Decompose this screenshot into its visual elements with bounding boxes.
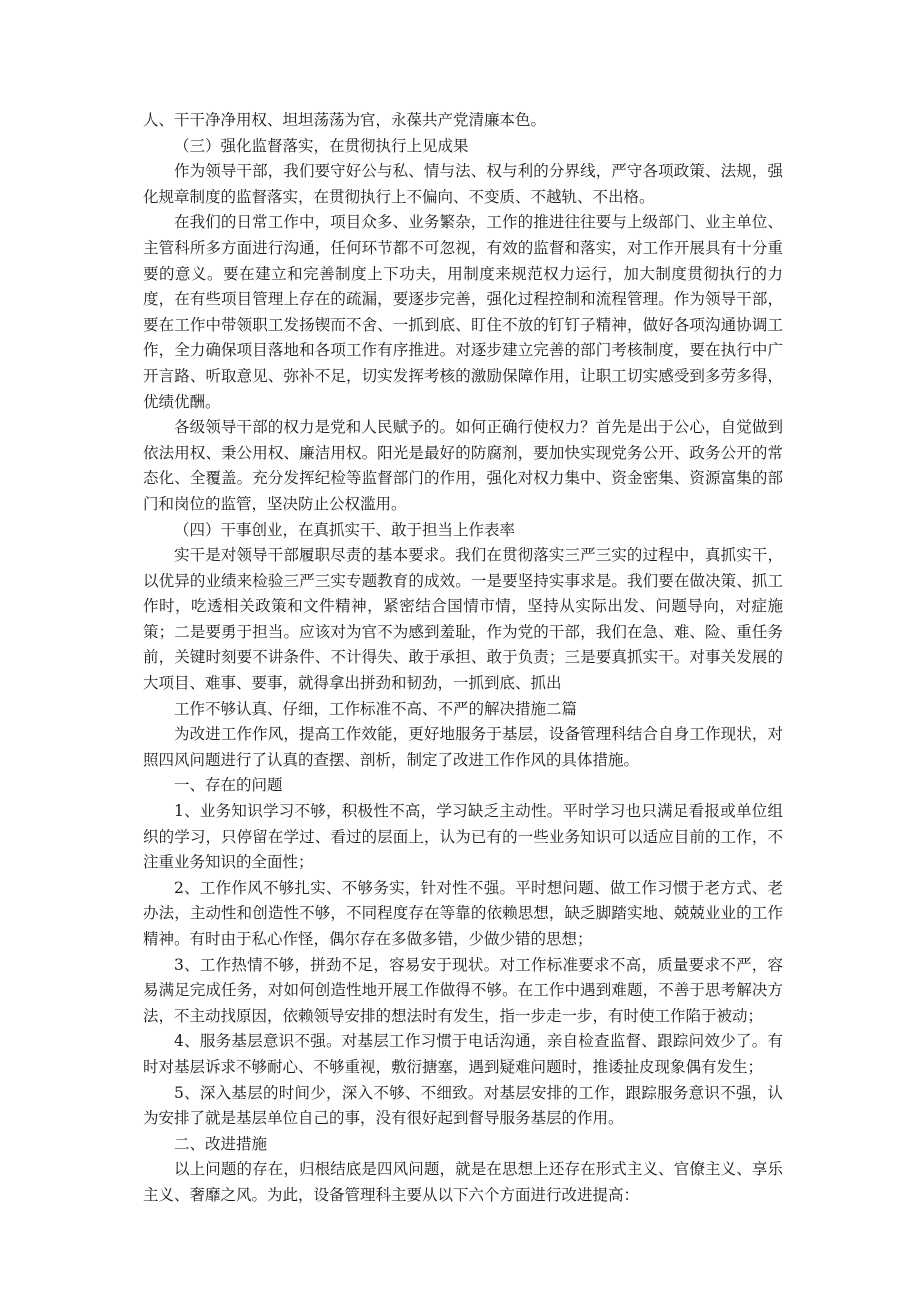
section-heading: 二、改进措施 <box>174 1134 268 1153</box>
paragraph: 以上问题的存在，归根结底是四风问题，就是在思想上还存在形式主义、官僚主义、享乐主义、奢靡之风。为此，设备管理科主要从以下六个方面进行改进提高： <box>143 1160 783 1204</box>
paragraph: 实干是对领导干部履职尽责的基本要求。我们在贯彻落实三严三实的过程中，真抓实干，以优异的业绩来检验三严三实专题教育的成效。一是要坚持实事求是。我们要在做决策、抓工作时，吃透相关政策和文件精神，紧密结合国情市情，坚持从实际出发、问题导向，对症施策；二是要勇于担当。应该对为官不为感到羞耻，作为党的干部，我们在急、难、险、重任务前，关键时刻要不讲条件、不计得失、敢于承担、敢于负责；三是要真抓实干。对事关发展的大项目、难事、要事，就得拿出拼劲和韧劲，一抓到底、抓出 <box>143 546 783 693</box>
paragraph: 作为领导干部，我们要守好公与私、情与法、权与利的分界线，严守各项政策、法规，强化规章制度的监督落实，在贯彻执行上不偏向、不变质、不越轨、不出格。 <box>143 162 783 206</box>
paragraph: 3、工作热情不够，拼劲不足，容易安于现状。对工作标准要求不高，质量要求不严，容易满足完成任务，对如何创造性地开展工作做得不够。在工作中遇到难题，不善于思考解决方法，不主动找原因，依赖领导安排的想法时有发生，指一步走一步，有时使工作陷于被动； <box>143 955 783 1025</box>
paragraph: 在我们的日常工作中，项目众多、业务繁杂，工作的推进往往要与上级部门、业主单位、主管科所多方面进行沟通，任何环节都不可忽视，有效的监督和落实，对工作开展具有十分重要的意义。要在建立和完善制度上下功夫，用制度来规范权力运行，加大制度贯彻执行的力度，在有些项目管理上存在的疏漏，要逐步完善，强化过程控制和流程管理。作为领导干部，要在工作中带领职工发扬锲而不舍、一抓到底、盯住不放的钉钉子精神，做好各项沟通协调工作，全力确保项目落地和各项工作有序推进。对逐步建立完善的部门考核制度，要在执行中广开言路、听取意见、弥补不足，切实发挥考核的激励保障作用，让职工切实感受到多劳多得，优绩优酬。 <box>143 213 783 411</box>
section-heading: 一、存在的问题 <box>174 776 283 795</box>
section-heading: （三）强化监督落实，在贯彻执行上见成果 <box>174 136 469 155</box>
paragraph: 为改进工作作风，提高工作效能，更好地服务于基层，设备管理科结合自身工作现状，对照四风问题进行了认真的查摆、剖析，制定了改进工作作风的具体措施。 <box>143 725 783 769</box>
paragraph: 人、干干净净用权、坦坦荡荡为官，永葆共产党清廉本色。 <box>143 111 547 129</box>
paragraph: 2、工作作风不够扎实、不够务实，针对性不强。平时想问题、做工作习惯于老方式、老办法，主动性和创造性不够，不同程度存在等靠的依赖思想，缺乏脚踏实地、兢兢业业的工作精神。有时由于私心作怪，偶尔存在多做多错，少做少错的思想； <box>143 878 783 948</box>
section-heading: （四）干事创业，在真抓实干、敢于担当上作表率 <box>174 520 516 539</box>
paragraph: 工作不够认真、仔细，工作标准不高、不严的解决措施二篇 <box>174 699 578 718</box>
paragraph: 1、业务知识学习不够，积极性不高，学习缺乏主动性。平时学习也只满足看报或单位组织的学习，只停留在学过、看过的层面上，认为已有的一些业务知识可以适应目前的工作，不注重业务知识的全面性； <box>143 802 783 872</box>
paragraph: 各级领导干部的权力是党和人民赋予的。如何正确行使权力？首先是出于公心，自觉做到依法用权、秉公用权、廉洁用权。阳光是最好的防腐剂，要加快实现党务公开、政务公开的常态化、全覆盖。充分发挥纪检等监督部门的作用，强化对权力集中、资金密集、资源富集的部门和岗位的监管，坚决防止公权滥用。 <box>143 418 783 513</box>
paragraph: 4、服务基层意识不强。对基层工作习惯于电话沟通，亲自检查监督、跟踪问效少了。有时对基层诉求不够耐心、不够重视，敷衍搪塞，遇到疑难问题时，推诿扯皮现象偶有发生； <box>143 1032 783 1076</box>
document-page <box>143 108 783 1209</box>
paragraph: 5、深入基层的时间少，深入不够、不细致。对基层安排的工作，跟踪服务意识不强，认为安排了就是基层单位自己的事，没有很好起到督导服务基层的作用。 <box>143 1083 783 1128</box>
